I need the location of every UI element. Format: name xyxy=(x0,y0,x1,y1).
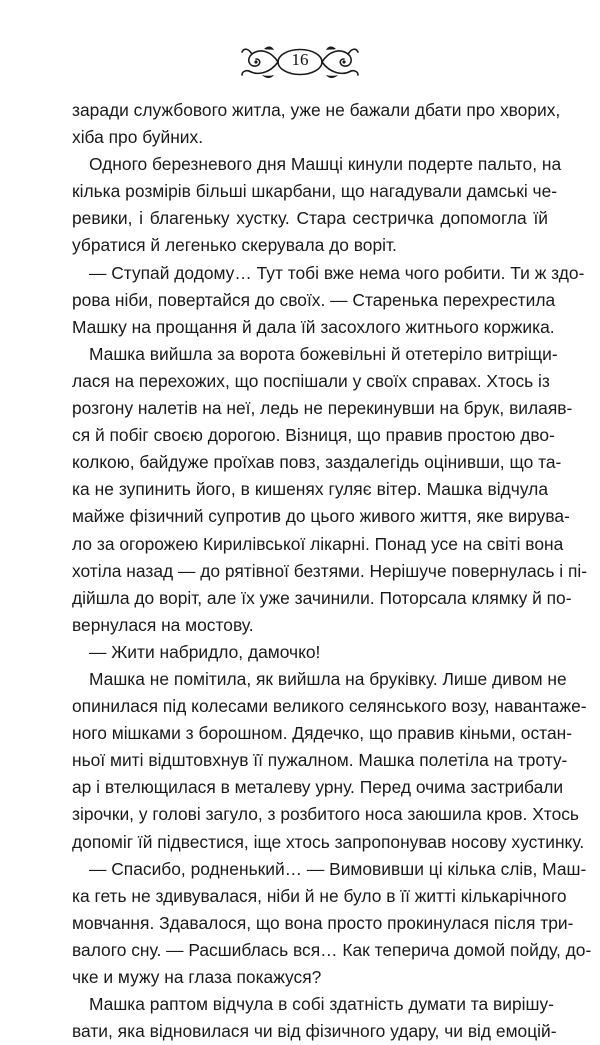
text-line: — Спасибо, родненький… — Вимовивши ці кілька слів, Маш- xyxy=(89,858,587,879)
text-line: дійшла до воріт, але їх уже зачинили. Поторсала клямку й по- xyxy=(72,587,572,608)
text-line: вати, яка відновилася чи від фізичного удару, чи від емоцій- xyxy=(72,1021,557,1042)
page-header xyxy=(0,36,600,92)
body-text xyxy=(72,97,592,1045)
text-line: вернулася на мостову. xyxy=(72,614,254,635)
text-line: хотіла назад — до рятівної безтями. Нерішуче повернулась і пі- xyxy=(72,560,588,581)
text-line: розгону налетів на неї, ледь не перекинувши на брук, вилаяв- xyxy=(72,398,573,419)
text-line: ся й побіг своєю дорогою. Візниця, що правив простою дво- xyxy=(72,425,555,446)
text-line: ка геть не здивувалася, ніби й не було в її житті кількарічного xyxy=(72,885,567,906)
text-line: кілька розмірів більші шкарбани, що нагадували дамські че- xyxy=(72,181,558,202)
text-line: ревики, і благеньку хустку. Стара сестричка допомогла їй xyxy=(72,208,548,229)
text-line: Машка не помітила, як вийшла на бруківку. Лише дивом не xyxy=(89,668,567,689)
text-line: ар і втелющилася в металеву урну. Перед очима застрибали xyxy=(72,777,564,798)
text-line: Одного березневого дня Машці кинули подерте пальто, на xyxy=(89,154,562,175)
text-line: ного мішками з борошном. Дядечко, що правив кіньми, остан- xyxy=(72,723,573,744)
text-line: рова ніби, повертайся до своїх. — Старенька перехрестила xyxy=(72,289,556,310)
text-line: зірочки, у голові загуло, з розбитого носа заюшила кров. Хтось xyxy=(72,804,579,825)
text-line: опинилася під колесами великого селянського возу, навантаже- xyxy=(72,696,587,717)
text-line: заради службового житла, уже не бажали дбати про хворих, xyxy=(72,100,561,120)
text-line: ло за огорожею Кирилівської лікарні. Понад усе на світі вона xyxy=(72,533,564,554)
text-line: валого сну. — Расшиблась вся… Как теперича домой пойду, до- xyxy=(72,939,592,960)
text-line: ка не зупинить його, в кишенях гуляє вітер. Машка відчула xyxy=(72,479,548,500)
text-line: колкою, байдуже проїхав повз, заздалегідь оцінивши, що та- xyxy=(72,452,562,473)
text-line: — Ступай додому… Тут тобі вже нема чого робити. Ти ж здо- xyxy=(89,262,585,283)
text-line: Машка вийшла за ворота божевільні й отетеріло витріщи- xyxy=(89,343,558,364)
text-line: Машка раптом відчула в собі здатність думати та вирішу- xyxy=(89,994,554,1015)
text-line: убратися й легенько скерувала до воріт. xyxy=(72,235,397,256)
text-line: лася на перехожих, що поспішали у своїх справах. Хтось із xyxy=(72,370,550,391)
text-line: майже фізичний супротив до цього живого життя, яке вирува- xyxy=(72,506,570,527)
text-line: — Жити набридло, дамочко! xyxy=(89,641,321,662)
page-number: 16 xyxy=(291,50,309,69)
text-line: ньої миті відштовхнув її пужалном. Машка полетіла на троту- xyxy=(72,750,568,771)
text-line: мовчання. Здавалося, що вона просто прокинулася після три- xyxy=(72,912,574,933)
text-line: Машку на прощання й дала їй засохлого житнього коржика. xyxy=(72,316,555,337)
text-line: хіба про буйних. xyxy=(72,127,204,148)
text-line: допоміг їй підвестися, іще хтось запропонував носову хустинку. xyxy=(72,831,585,852)
text-line: чке и мужу на глаза покажуся? xyxy=(72,967,322,987)
